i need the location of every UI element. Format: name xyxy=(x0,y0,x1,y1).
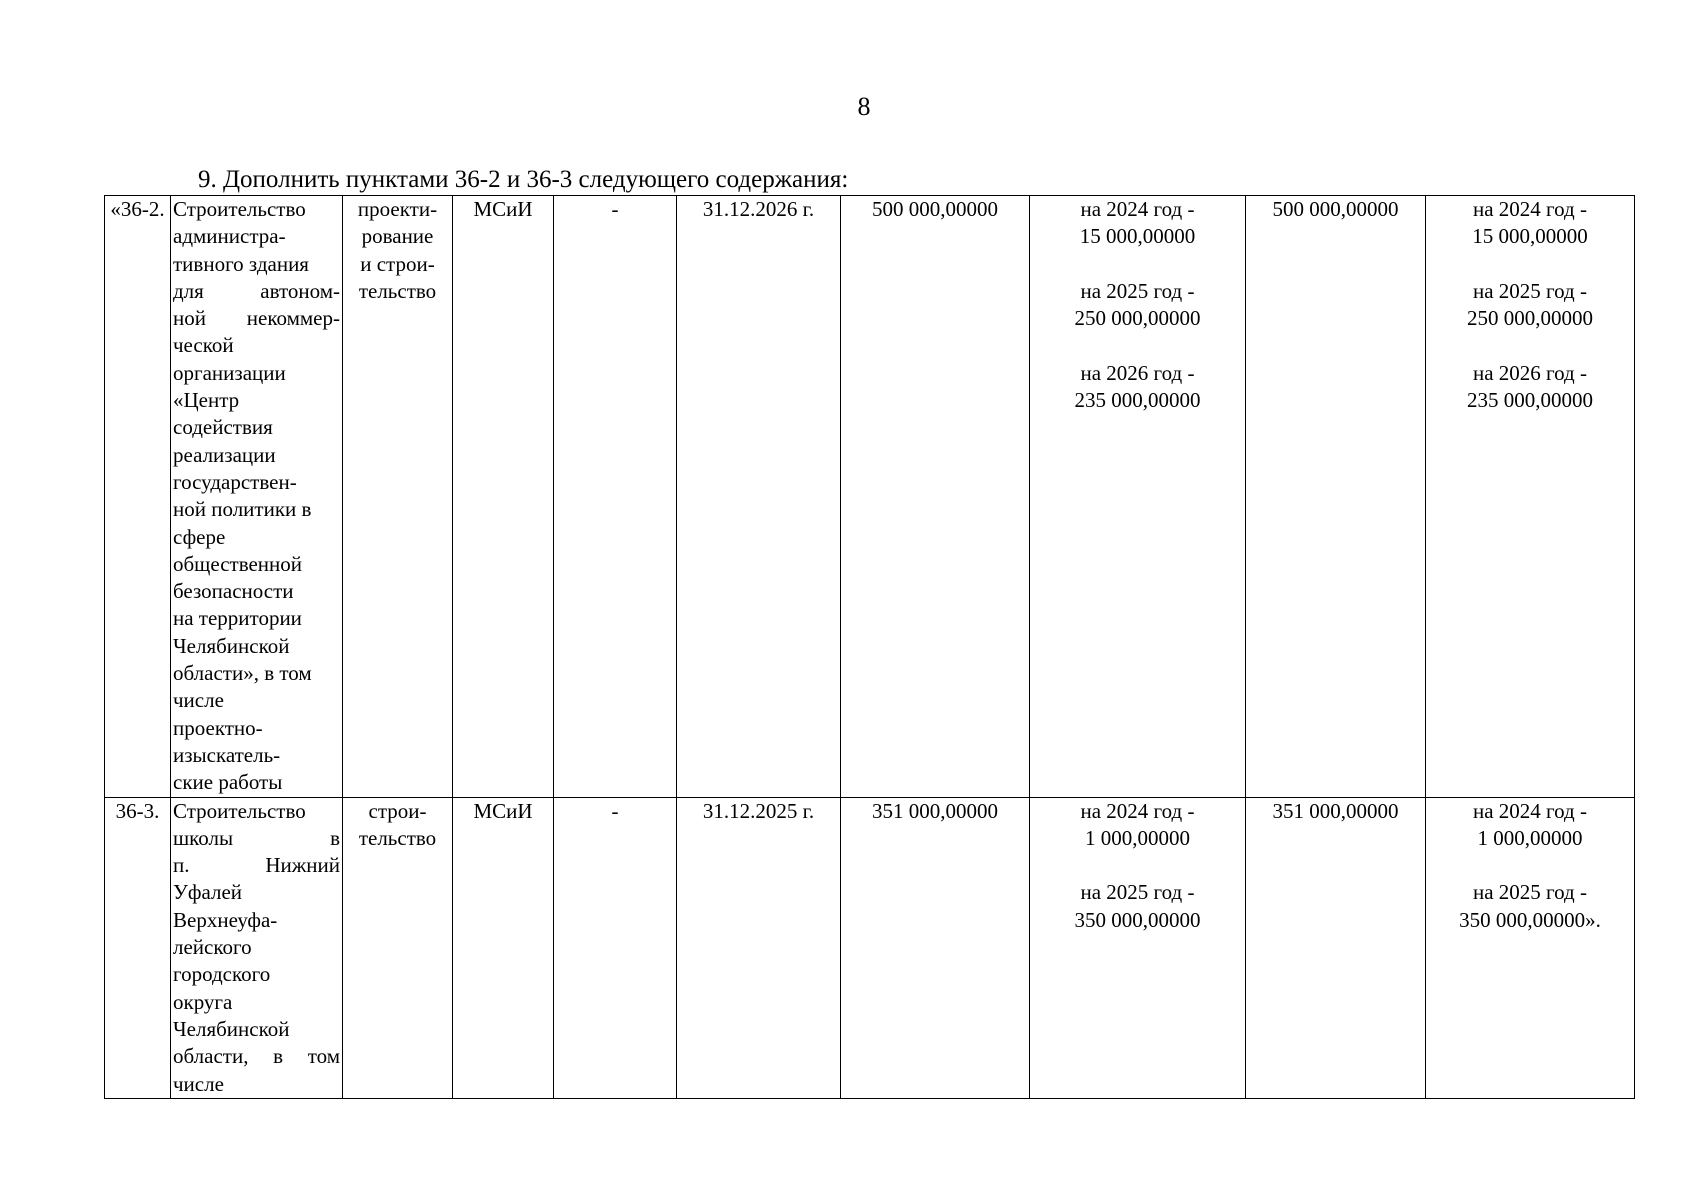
text-line: общественной xyxy=(173,551,303,576)
text-line: организации xyxy=(173,360,286,385)
text-line: лейского xyxy=(173,935,252,960)
schedule-entry xyxy=(1428,798,1632,853)
text-line: строи- xyxy=(368,798,427,823)
text-line: на территории xyxy=(173,606,302,631)
deadline: 31.12.2026 г. xyxy=(677,196,841,798)
text-line: 350 000,00000». xyxy=(1459,907,1601,932)
text-line: ческой xyxy=(173,333,234,358)
text-line: на 2024 год - xyxy=(1080,798,1195,823)
text-line: Строительство xyxy=(173,798,306,823)
text-line: городского xyxy=(173,962,271,987)
deadline: 31.12.2025 г. xyxy=(677,797,841,1098)
capacity: - xyxy=(554,797,677,1098)
text-line: п. Нижний xyxy=(173,853,340,878)
text-line: на 2024 год - xyxy=(1473,798,1587,823)
text-line: ной некоммер- xyxy=(173,306,340,331)
budget-schedule xyxy=(1426,196,1635,798)
total-cost: 351 000,00000 xyxy=(841,797,1030,1098)
schedule-entry xyxy=(1032,879,1243,934)
object-name xyxy=(171,797,343,1098)
text-line: тельство xyxy=(358,825,437,850)
text-line: школы в xyxy=(173,825,340,850)
text-line: изыскатель- xyxy=(173,742,281,767)
text-line: безопасности xyxy=(173,579,294,604)
text-line: 235 000,00000 xyxy=(1074,388,1201,413)
total-cost-budget: 500 000,00000 xyxy=(1246,196,1426,798)
text-line: проекти- xyxy=(357,197,438,221)
text-line: 1 000,00000 xyxy=(1085,825,1190,850)
text-line: на 2024 год - xyxy=(1473,197,1587,221)
text-line: и строи- xyxy=(360,251,435,276)
text-line: ной политики в xyxy=(173,497,312,522)
work-type xyxy=(343,797,453,1098)
table-row xyxy=(105,196,1635,798)
text-line: на 2025 год - xyxy=(1473,278,1587,303)
schedule-entry xyxy=(1428,196,1632,251)
text-line: 15 000,00000 xyxy=(1472,224,1588,249)
text-line: 250 000,00000 xyxy=(1467,306,1593,331)
schedule-entry xyxy=(1428,879,1632,934)
amendment-table xyxy=(104,195,1635,1099)
text-line: 235 000,00000 xyxy=(1467,388,1593,413)
text-line: Строительство xyxy=(173,197,306,221)
text-line: числе xyxy=(173,1071,224,1096)
capacity: - xyxy=(554,196,677,798)
schedule-entry xyxy=(1428,278,1632,333)
text-line: на 2026 год - xyxy=(1080,360,1195,385)
total-cost: 500 000,00000 xyxy=(841,196,1030,798)
total-cost-budget: 351 000,00000 xyxy=(1246,797,1426,1098)
funding-schedule xyxy=(1030,196,1246,798)
text-line: содействия xyxy=(173,415,273,440)
text-line: области», в том xyxy=(173,661,312,686)
text-line: области, в том xyxy=(173,1044,340,1069)
customer: МСиИ xyxy=(453,196,554,798)
page-number: 8 xyxy=(857,92,871,121)
text-line: Челябинской xyxy=(173,1016,290,1041)
text-line: на 2026 год - xyxy=(1473,360,1587,385)
text-line: на 2025 год - xyxy=(1080,278,1195,303)
text-line: администра- xyxy=(173,224,286,249)
object-name xyxy=(171,196,343,798)
schedule-entry xyxy=(1428,360,1632,415)
text-line: тивного здания xyxy=(173,251,309,276)
text-line: «Центр xyxy=(173,388,240,413)
text-line: Уфалей xyxy=(173,880,243,905)
text-line: 1 000,00000 xyxy=(1477,825,1583,850)
text-line: 15 000,00000 xyxy=(1079,224,1196,249)
amendment-intro: 9. Дополнить пунктами 36-2 и 36-3 следующего содержания: xyxy=(198,166,849,193)
text-line: реализации xyxy=(173,442,276,467)
text-line: ские работы xyxy=(173,770,283,795)
customer: МСиИ xyxy=(453,797,554,1098)
table-row xyxy=(105,797,1635,1098)
text-line: округа xyxy=(173,989,233,1014)
schedule-entry xyxy=(1032,360,1243,415)
work-type xyxy=(343,196,453,798)
text-line: проектно- xyxy=(173,715,263,740)
funding-schedule xyxy=(1030,797,1246,1098)
text-line: сфере xyxy=(173,524,226,549)
text-line: Верхнеуфа- xyxy=(173,907,278,932)
text-line: Челябинской xyxy=(173,633,290,658)
text-line: 250 000,00000 xyxy=(1074,306,1201,331)
text-line: на 2024 год - xyxy=(1080,197,1195,221)
schedule-entry xyxy=(1032,278,1243,333)
budget-schedule xyxy=(1426,797,1635,1098)
row-number: 36-3. xyxy=(105,797,171,1098)
schedule-entry xyxy=(1032,798,1243,853)
text-line: тельство xyxy=(358,278,437,303)
text-line: рование xyxy=(361,224,434,249)
text-line: 350 000,00000 xyxy=(1074,907,1201,932)
text-line: числе xyxy=(173,688,224,713)
schedule-entry xyxy=(1032,196,1243,251)
text-line: государствен- xyxy=(173,469,297,494)
text-line: на 2025 год - xyxy=(1473,880,1587,905)
row-number: «36-2. xyxy=(105,196,171,798)
text-line: на 2025 год - xyxy=(1080,880,1195,905)
text-line: для автоном- xyxy=(173,278,340,303)
